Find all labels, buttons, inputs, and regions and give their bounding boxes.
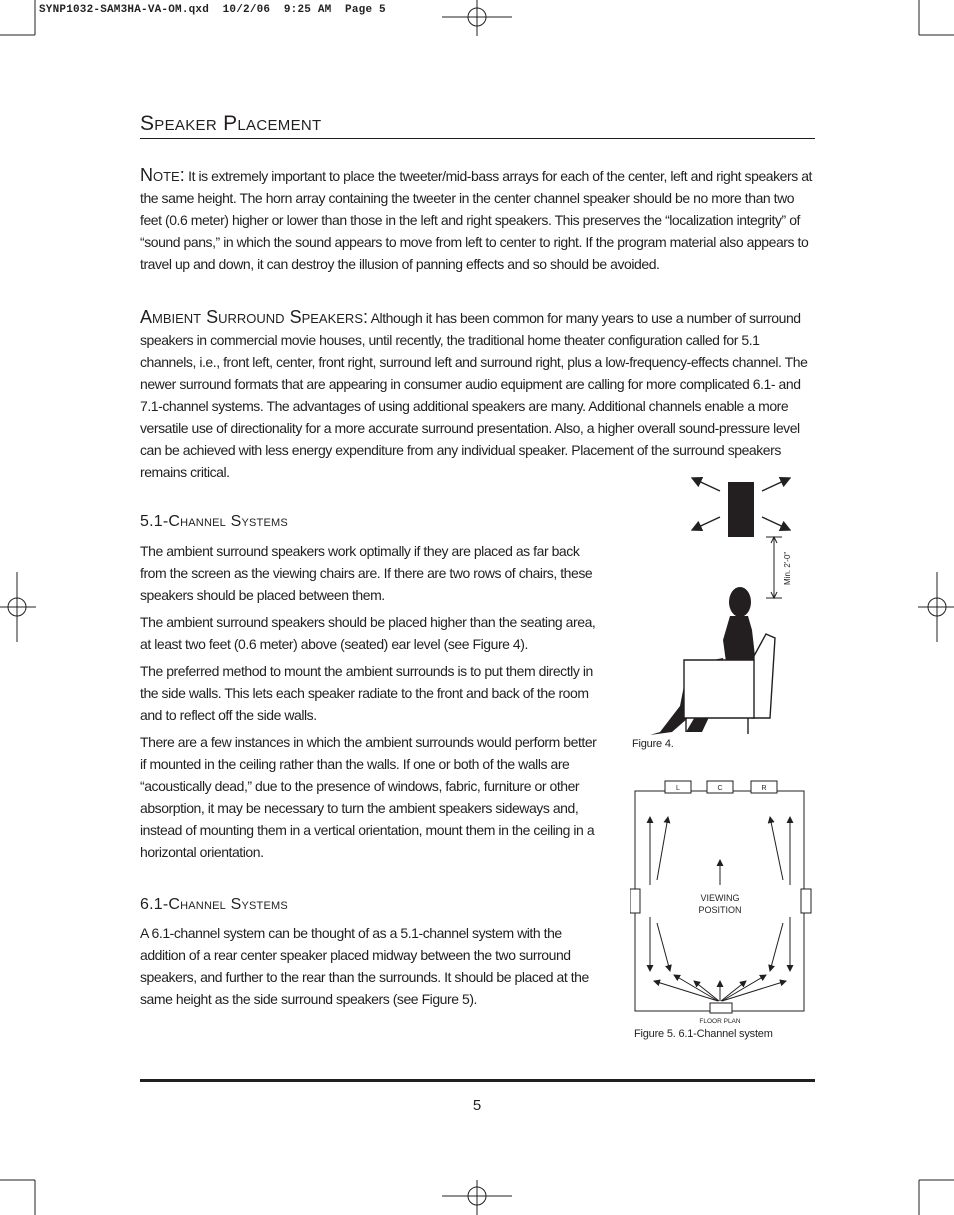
file-slug: SYNP1032-SAM3HA-VA-OM.qxd 10/2/06 9:25 AM Page 5 [39, 4, 386, 16]
figure-5-floor-plan [630, 775, 815, 1030]
page-title: Speaker Placement [140, 111, 815, 139]
figure-4-caption: Figure 4. [632, 738, 674, 750]
floor-plan-label: FLOOR PLAN [699, 1018, 741, 1025]
section-6-1-body [140, 922, 602, 1015]
note-label: Note: [140, 165, 185, 185]
heading-5-1-channel: 5.1-Channel Systems [140, 513, 288, 530]
left-surround-speaker [630, 889, 640, 913]
surround-speaker [728, 482, 754, 537]
ambient-label: Ambient Surround Speakers: [140, 307, 368, 327]
ambient-text: Although it has been common for many years to use a number of surround speakers in commercial movie houses, until recently, the traditional home theater configuration called for 5.1 channels, i.e., front left, center, front right, surround left and surround right, plus a low-frequency-effects channel. The newer surround formats that are appearing in consumer audio equipment are calling for more complicated 6.1- and 7.1-channel systems. The advantages of using additional speakers are many. Additional channels enable a more versatile use of directionality for a more accurate surround presentation. Also, a higher overall sound-pressure level can be achieved with less energy expenditure from any individual speaker. Placement of the surround speakers remains critical. [140, 310, 808, 480]
section-5-1-paragraph: There are a few instances in which the ambient surrounds would perform better if mounted in the ceiling rather than the walls. If one or both of the walls are “acoustically dead,” due to the presence of windows, fabric, furniture or other absorption, it may be necessary to turn the ambient speakers sideways and, instead of mounting them in a vertical orientation, mount them in the ceiling in a horizontal orientation. [140, 734, 597, 860]
section-6-1-paragraph: A 6.1-channel system can be thought of as a 5.1-channel system with the addition of a rear center speaker placed midway between the two surround speakers, and further to the rear than the surrounds. It should be placed at the same height as the side surround speakers (see Figure 5). [140, 925, 589, 1007]
speaker-label-r: R [761, 785, 767, 792]
section-5-1-paragraph: The ambient surround speakers should be placed higher than the seating area, at least two feet (0.6 meter) above (seated) ear level (see Figure 4). [140, 614, 596, 652]
height-dimension-line [766, 537, 782, 598]
speaker-label-c: C [717, 785, 723, 792]
footer-rule [140, 1079, 815, 1082]
figure-4-diagram [630, 470, 810, 740]
right-surround-speaker [801, 889, 811, 913]
ambient-paragraph [140, 306, 817, 483]
section-5-1-body [140, 540, 602, 868]
viewing-label: VIEWING [700, 893, 740, 903]
note-text: It is extremely important to place the tweeter/mid-bass arrays for each of the center, left and right speakers at the same height. The horn array containing the tweeter in the center channel speaker should be no more than two feet (0.6 meter) higher or lower than those in the left and right speakers. This preserves the “localization integrity” of “sound pans,” in which the sound appears to move from left to center to right. If the program material also appears to travel up and down, it can destroy the illusion of panning effects and so should be avoided. [140, 168, 812, 272]
note-paragraph [140, 164, 817, 275]
rear-center-speaker [710, 1003, 732, 1013]
position-label: POSITION [698, 905, 742, 915]
heading-6-1-channel: 6.1-Channel Systems [140, 896, 288, 913]
min-2ft-label: Min. 2'-0" [783, 551, 792, 585]
section-5-1-paragraph: The preferred method to mount the ambient surrounds is to put them directly in the side walls. This lets each speaker radiate to the front and back of the room and to reflect off the side walls. [140, 663, 593, 723]
speaker-label-l: L [676, 785, 680, 792]
section-5-1-paragraph: The ambient surround speakers work optimally if they are placed as far back from the screen as the viewing chairs are. If there are two rows of chairs, these speakers should be placed between them. [140, 543, 593, 603]
figure-5-caption: Figure 5. 6.1-Channel system [634, 1028, 773, 1040]
page-number: 5 [472, 1097, 482, 1114]
